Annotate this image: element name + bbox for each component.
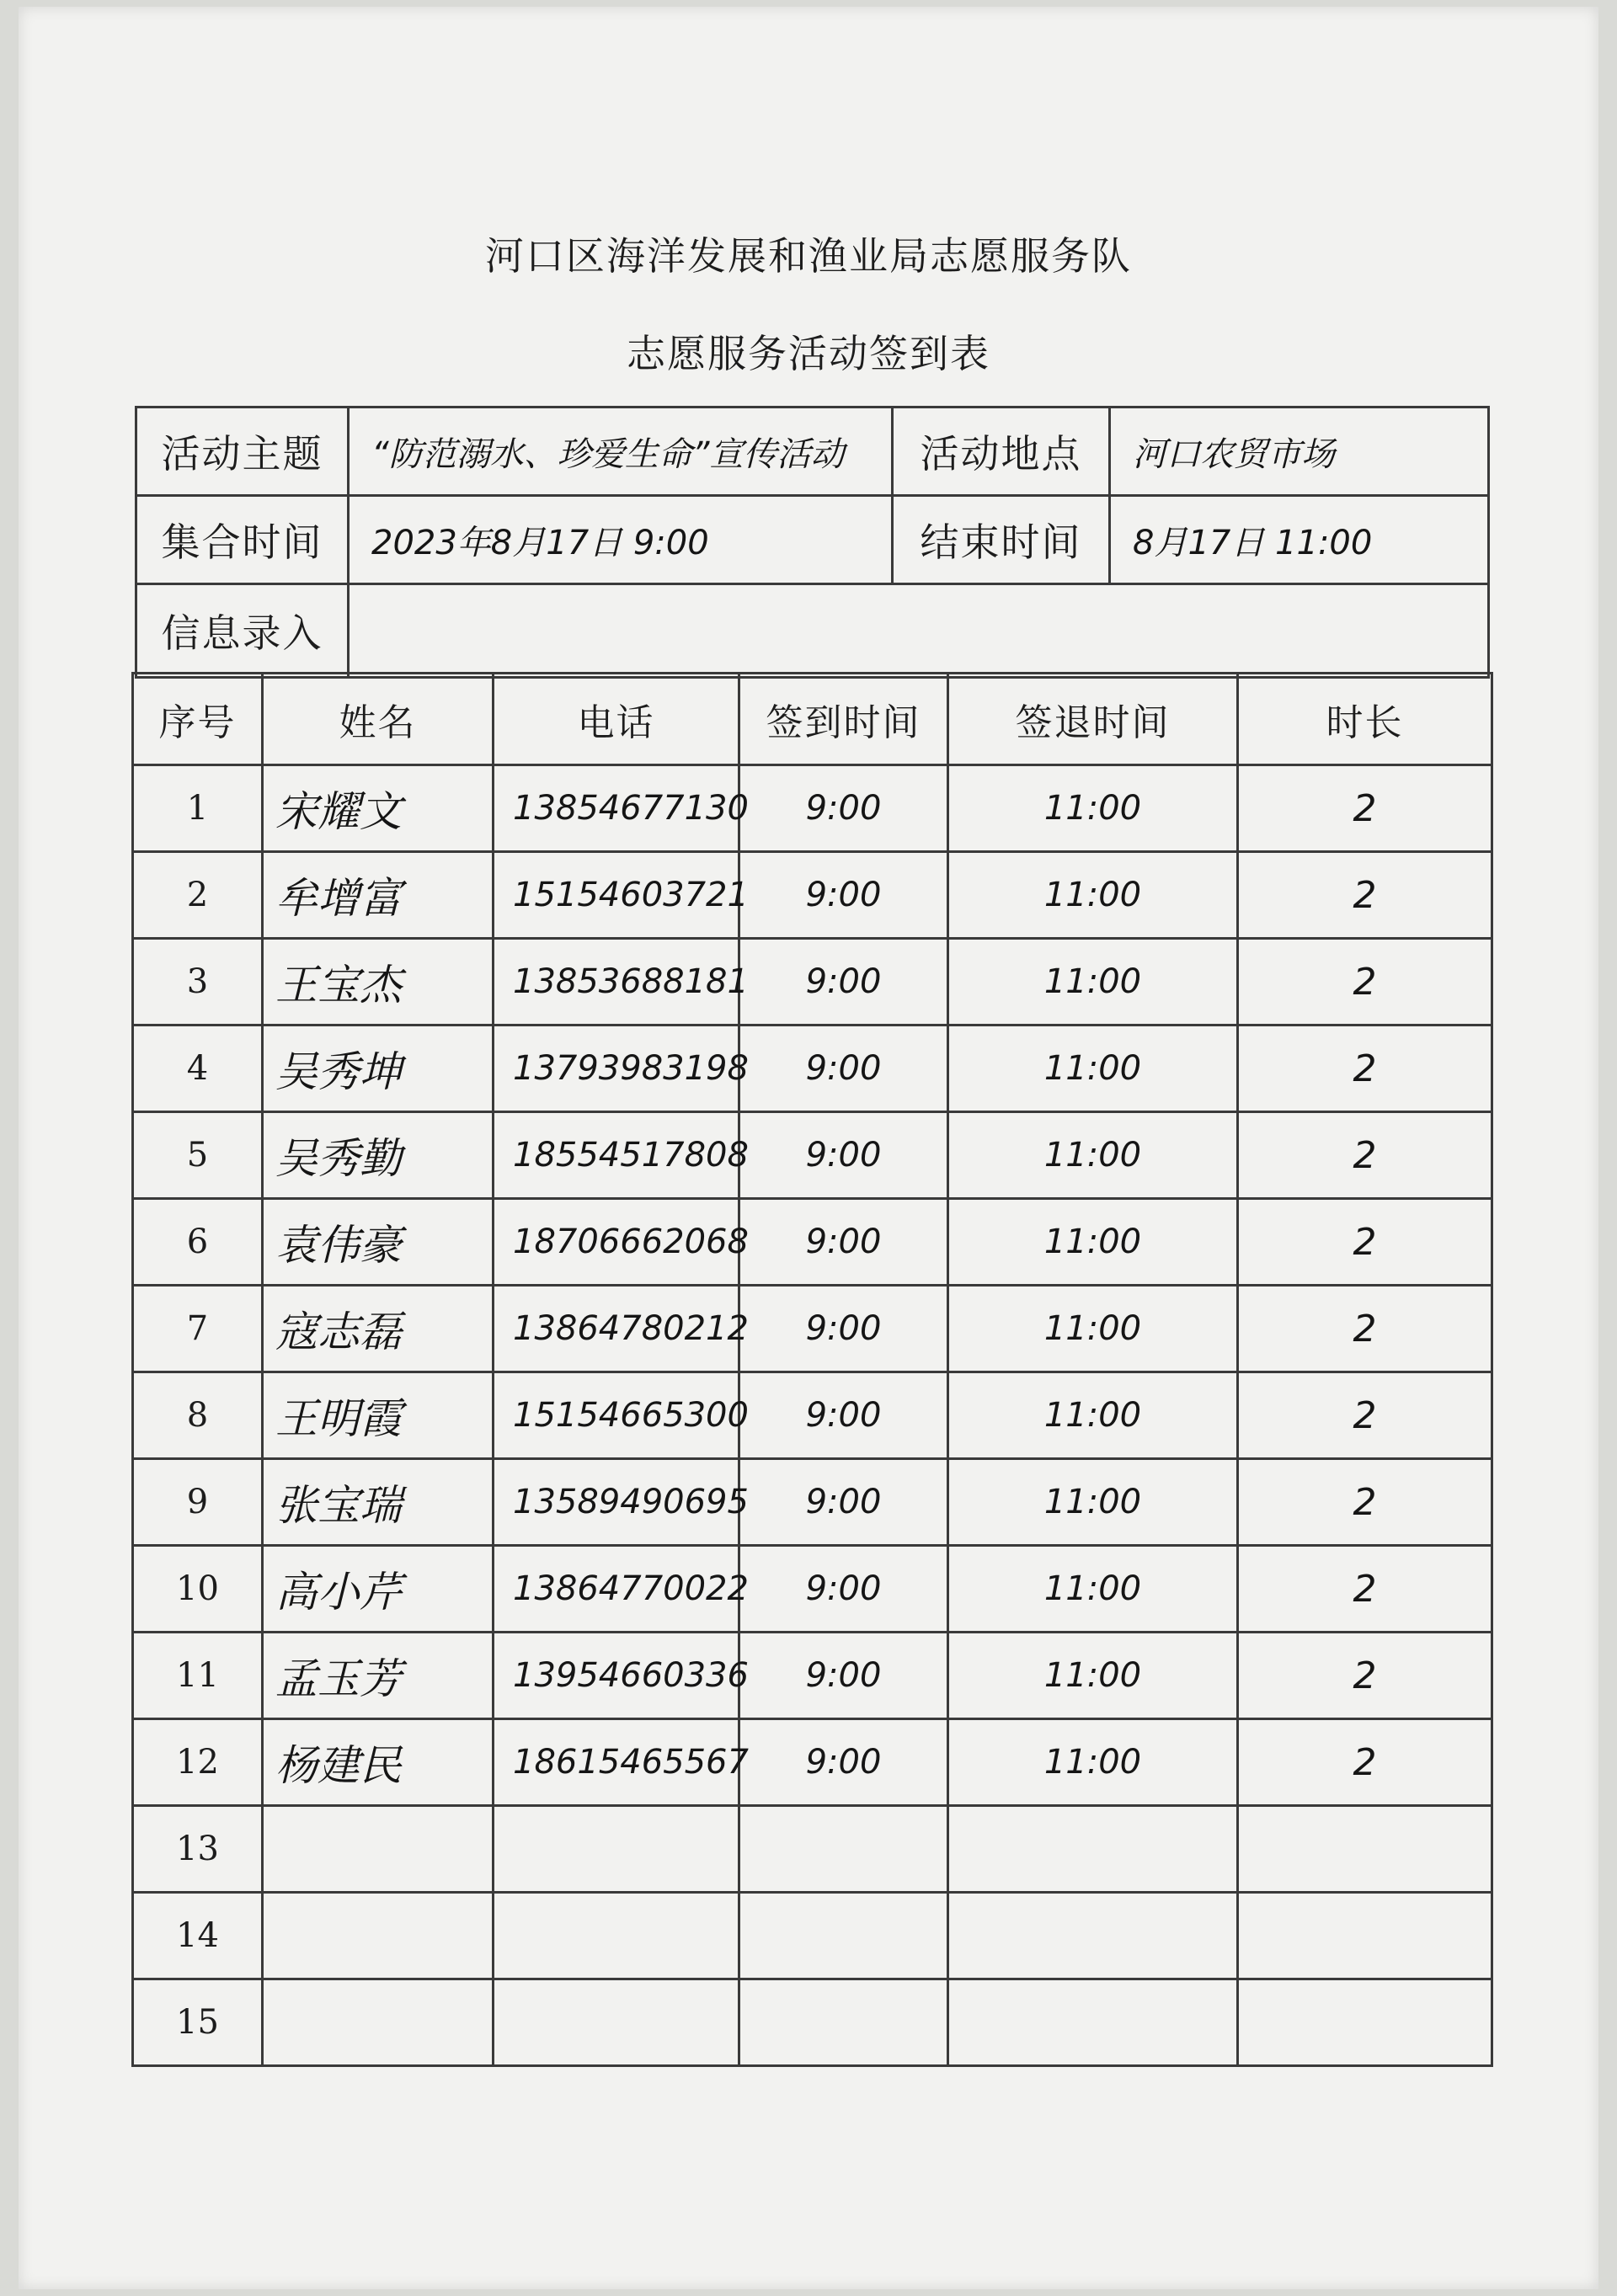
row-number: 5 xyxy=(133,1112,263,1199)
volunteer-name: 牟增富 xyxy=(263,852,494,939)
service-duration: 2 xyxy=(1238,1286,1492,1372)
service-duration xyxy=(1238,1893,1492,1979)
table-row xyxy=(133,765,1492,852)
table-row xyxy=(133,1199,1492,1286)
time-row xyxy=(136,496,1489,584)
volunteer-name: 吴秀坤 xyxy=(263,1025,494,1112)
volunteer-name: 孟玉芳 xyxy=(263,1633,494,1719)
note-row xyxy=(136,584,1489,678)
table-row xyxy=(133,1372,1492,1459)
table-row xyxy=(133,1459,1492,1546)
roster-header-row xyxy=(133,674,1492,765)
service-duration: 2 xyxy=(1238,1372,1492,1459)
location-label: 活动地点 xyxy=(893,408,1110,496)
sign-out-time: 11:00 xyxy=(948,1286,1238,1372)
sign-out-time xyxy=(948,1893,1238,1979)
row-number: 3 xyxy=(133,939,263,1025)
volunteer-phone xyxy=(494,1979,739,2066)
table-row xyxy=(133,1112,1492,1199)
sign-in-time xyxy=(739,1806,948,1893)
header-sign-out-time: 签退时间 xyxy=(948,674,1238,765)
end-time-value: 8月17日 11:00 xyxy=(1110,496,1489,584)
topic-value: “防范溺水、珍爱生命”宣传活动 xyxy=(349,408,893,496)
sign-out-time: 11:00 xyxy=(948,1633,1238,1719)
sign-in-time: 9:00 xyxy=(739,939,948,1025)
sign-in-time: 9:00 xyxy=(739,1286,948,1372)
document-title: 河口区海洋发展和渔业局志愿服务队 xyxy=(485,233,1132,279)
volunteer-phone: 13954660336 xyxy=(494,1633,739,1719)
volunteer-phone: 18706662068 xyxy=(494,1199,739,1286)
volunteer-phone: 13853688181 xyxy=(494,939,739,1025)
service-duration: 2 xyxy=(1238,852,1492,939)
topic-row xyxy=(136,408,1489,496)
sign-out-time: 11:00 xyxy=(948,1372,1238,1459)
volunteer-phone xyxy=(494,1893,739,1979)
row-number: 2 xyxy=(133,852,263,939)
volunteer-name: 寇志磊 xyxy=(263,1286,494,1372)
volunteer-name: 王宝杰 xyxy=(263,939,494,1025)
sign-out-time: 11:00 xyxy=(948,852,1238,939)
volunteer-name: 王明霞 xyxy=(263,1372,494,1459)
table-row xyxy=(133,1719,1492,1806)
volunteer-phone: 18615465567 xyxy=(494,1719,739,1806)
header-name: 姓名 xyxy=(263,674,494,765)
sign-out-time: 11:00 xyxy=(948,765,1238,852)
sign-out-time: 11:00 xyxy=(948,1459,1238,1546)
sign-out-time: 11:00 xyxy=(948,1025,1238,1112)
row-number: 6 xyxy=(133,1199,263,1286)
service-duration: 2 xyxy=(1238,1112,1492,1199)
table-row xyxy=(133,1546,1492,1633)
volunteer-name: 袁伟豪 xyxy=(263,1199,494,1286)
service-duration: 2 xyxy=(1238,1719,1492,1806)
service-duration: 2 xyxy=(1238,939,1492,1025)
volunteer-phone: 13793983198 xyxy=(494,1025,739,1112)
sign-in-time: 9:00 xyxy=(739,1459,948,1546)
row-number: 11 xyxy=(133,1633,263,1719)
volunteer-name xyxy=(263,1806,494,1893)
document-subtitle: 志愿服务活动签到表 xyxy=(627,331,990,376)
sign-in-time: 9:00 xyxy=(739,1372,948,1459)
sign-in-time xyxy=(739,1893,948,1979)
volunteer-phone: 13854677130 xyxy=(494,765,739,852)
sign-in-time: 9:00 xyxy=(739,1546,948,1633)
table-row xyxy=(133,939,1492,1025)
row-number: 15 xyxy=(133,1979,263,2066)
sign-out-time: 11:00 xyxy=(948,1112,1238,1199)
row-number: 13 xyxy=(133,1806,263,1893)
header-sign-in-time: 签到时间 xyxy=(739,674,948,765)
sign-in-time: 9:00 xyxy=(739,852,948,939)
sign-out-time: 11:00 xyxy=(948,1719,1238,1806)
volunteer-name: 宋耀文 xyxy=(263,765,494,852)
row-number: 12 xyxy=(133,1719,263,1806)
table-row xyxy=(133,1633,1492,1719)
activity-info-table xyxy=(135,406,1490,679)
header-serial: 序号 xyxy=(133,674,263,765)
volunteer-name: 杨建民 xyxy=(263,1719,494,1806)
end-time-label: 结束时间 xyxy=(893,496,1110,584)
volunteer-phone: 13864770022 xyxy=(494,1546,739,1633)
table-row xyxy=(133,1806,1492,1893)
volunteer-phone: 18554517808 xyxy=(494,1112,739,1199)
sign-out-time: 11:00 xyxy=(948,1546,1238,1633)
volunteer-phone: 15154603721 xyxy=(494,852,739,939)
sign-in-time xyxy=(739,1979,948,2066)
sign-in-time: 9:00 xyxy=(739,1025,948,1112)
table-row xyxy=(133,1025,1492,1112)
sign-in-time: 9:00 xyxy=(739,1199,948,1286)
sign-out-time: 11:00 xyxy=(948,939,1238,1025)
row-number: 14 xyxy=(133,1893,263,1979)
row-number: 4 xyxy=(133,1025,263,1112)
volunteer-name: 高小芹 xyxy=(263,1546,494,1633)
header-phone: 电话 xyxy=(494,674,739,765)
sign-in-time: 9:00 xyxy=(739,1633,948,1719)
row-number: 1 xyxy=(133,765,263,852)
service-duration: 2 xyxy=(1238,1199,1492,1286)
sign-out-time: 11:00 xyxy=(948,1199,1238,1286)
volunteer-phone: 15154665300 xyxy=(494,1372,739,1459)
row-number: 10 xyxy=(133,1546,263,1633)
volunteer-phone: 13589490695 xyxy=(494,1459,739,1546)
volunteer-name: 张宝瑞 xyxy=(263,1459,494,1546)
sign-out-time xyxy=(948,1979,1238,2066)
row-number: 8 xyxy=(133,1372,263,1459)
service-duration: 2 xyxy=(1238,1459,1492,1546)
service-duration: 2 xyxy=(1238,1546,1492,1633)
service-duration: 2 xyxy=(1238,1633,1492,1719)
volunteer-phone xyxy=(494,1806,739,1893)
volunteer-name xyxy=(263,1979,494,2066)
info-entry-value xyxy=(349,584,1489,678)
table-row xyxy=(133,1893,1492,1979)
table-row xyxy=(133,1979,1492,2066)
header-duration: 时长 xyxy=(1238,674,1492,765)
service-duration xyxy=(1238,1979,1492,2066)
service-duration: 2 xyxy=(1238,1025,1492,1112)
table-row xyxy=(133,852,1492,939)
location-value: 河口农贸市场 xyxy=(1110,408,1489,496)
topic-label: 活动主题 xyxy=(136,408,349,496)
sign-out-time xyxy=(948,1806,1238,1893)
sign-in-time: 9:00 xyxy=(739,765,948,852)
sign-in-time: 9:00 xyxy=(739,1719,948,1806)
volunteer-phone: 13864780212 xyxy=(494,1286,739,1372)
sign-in-time: 9:00 xyxy=(739,1112,948,1199)
info-entry-label: 信息录入 xyxy=(136,584,349,678)
row-number: 9 xyxy=(133,1459,263,1546)
service-duration xyxy=(1238,1806,1492,1893)
table-row xyxy=(133,1286,1492,1372)
volunteer-name xyxy=(263,1893,494,1979)
service-duration: 2 xyxy=(1238,765,1492,852)
gather-time-label: 集合时间 xyxy=(136,496,349,584)
volunteer-name: 吴秀勤 xyxy=(263,1112,494,1199)
gather-time-value: 2023年8月17日 9:00 xyxy=(349,496,893,584)
sign-in-roster xyxy=(131,672,1493,2067)
row-number: 7 xyxy=(133,1286,263,1372)
